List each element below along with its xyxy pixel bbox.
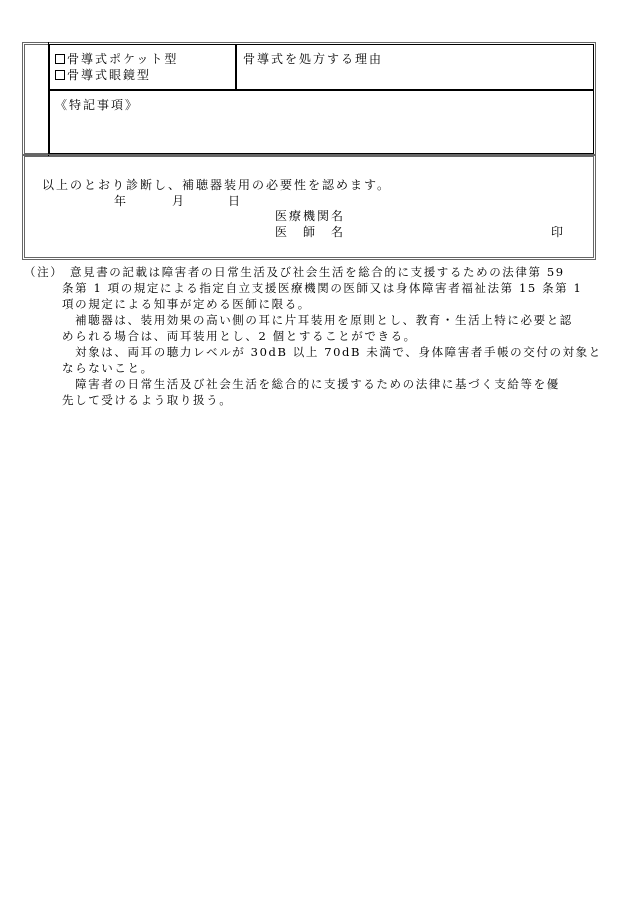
checkbox-icon (55, 54, 65, 64)
institution-label: 医療機関名 (275, 209, 346, 223)
checkbox-icon (55, 70, 65, 80)
left-margin-column (22, 42, 49, 156)
notes-marker: （注） (24, 265, 64, 279)
option-label: 骨導式眼鏡型 (67, 68, 152, 82)
note-line: 対象は、両耳の聴力レベルが 30dB 以上 70dB 未満で、身体障害者手帳の交付の対象と (62, 345, 602, 359)
note-line: 項の規定による知事が定める医師に限る。 (62, 297, 311, 311)
reason-label: 骨導式を処方する理由 (243, 52, 384, 66)
date-day: 日 (228, 194, 243, 208)
note-line: 補聴器は、装用効果の高い側の耳に片耳装用を原則とし、教育・生活上特に必要と認 (62, 313, 573, 327)
note-line: められる場合は、両耳装用とし、2 個とすることができる。 (62, 329, 417, 343)
option-label: 骨導式ポケット型 (67, 52, 179, 66)
option-bone-glasses[interactable] (55, 67, 151, 83)
certification-statement: 以上のとおり診断し、補聴器装用の必要性を認めます。 (42, 178, 392, 192)
note-line: 意見書の記載は障害者の日常生活及び社会生活を総合的に支援するための法律第 59 (70, 265, 565, 279)
seal-mark: 印 (551, 225, 566, 239)
special-notes-label: 《特記事項》 (55, 98, 140, 112)
date-year: 年 (114, 194, 129, 208)
note-line: 先して受けるよう取り扱う。 (62, 393, 233, 407)
note-line: ならないこと。 (62, 361, 154, 375)
doctor-label: 医 師 名 (275, 225, 346, 239)
option-bone-pocket[interactable] (55, 51, 178, 67)
date-month: 月 (172, 194, 187, 208)
note-line: 障害者の日常生活及び社会生活を総合的に支援するための法律に基づく支給等を優 (62, 377, 560, 391)
note-line: 条第 1 項の規定による指定自立支援医療機関の医師又は身体障害者福祉法第 15 条第 1 (62, 281, 583, 295)
certification-frame (22, 154, 596, 260)
